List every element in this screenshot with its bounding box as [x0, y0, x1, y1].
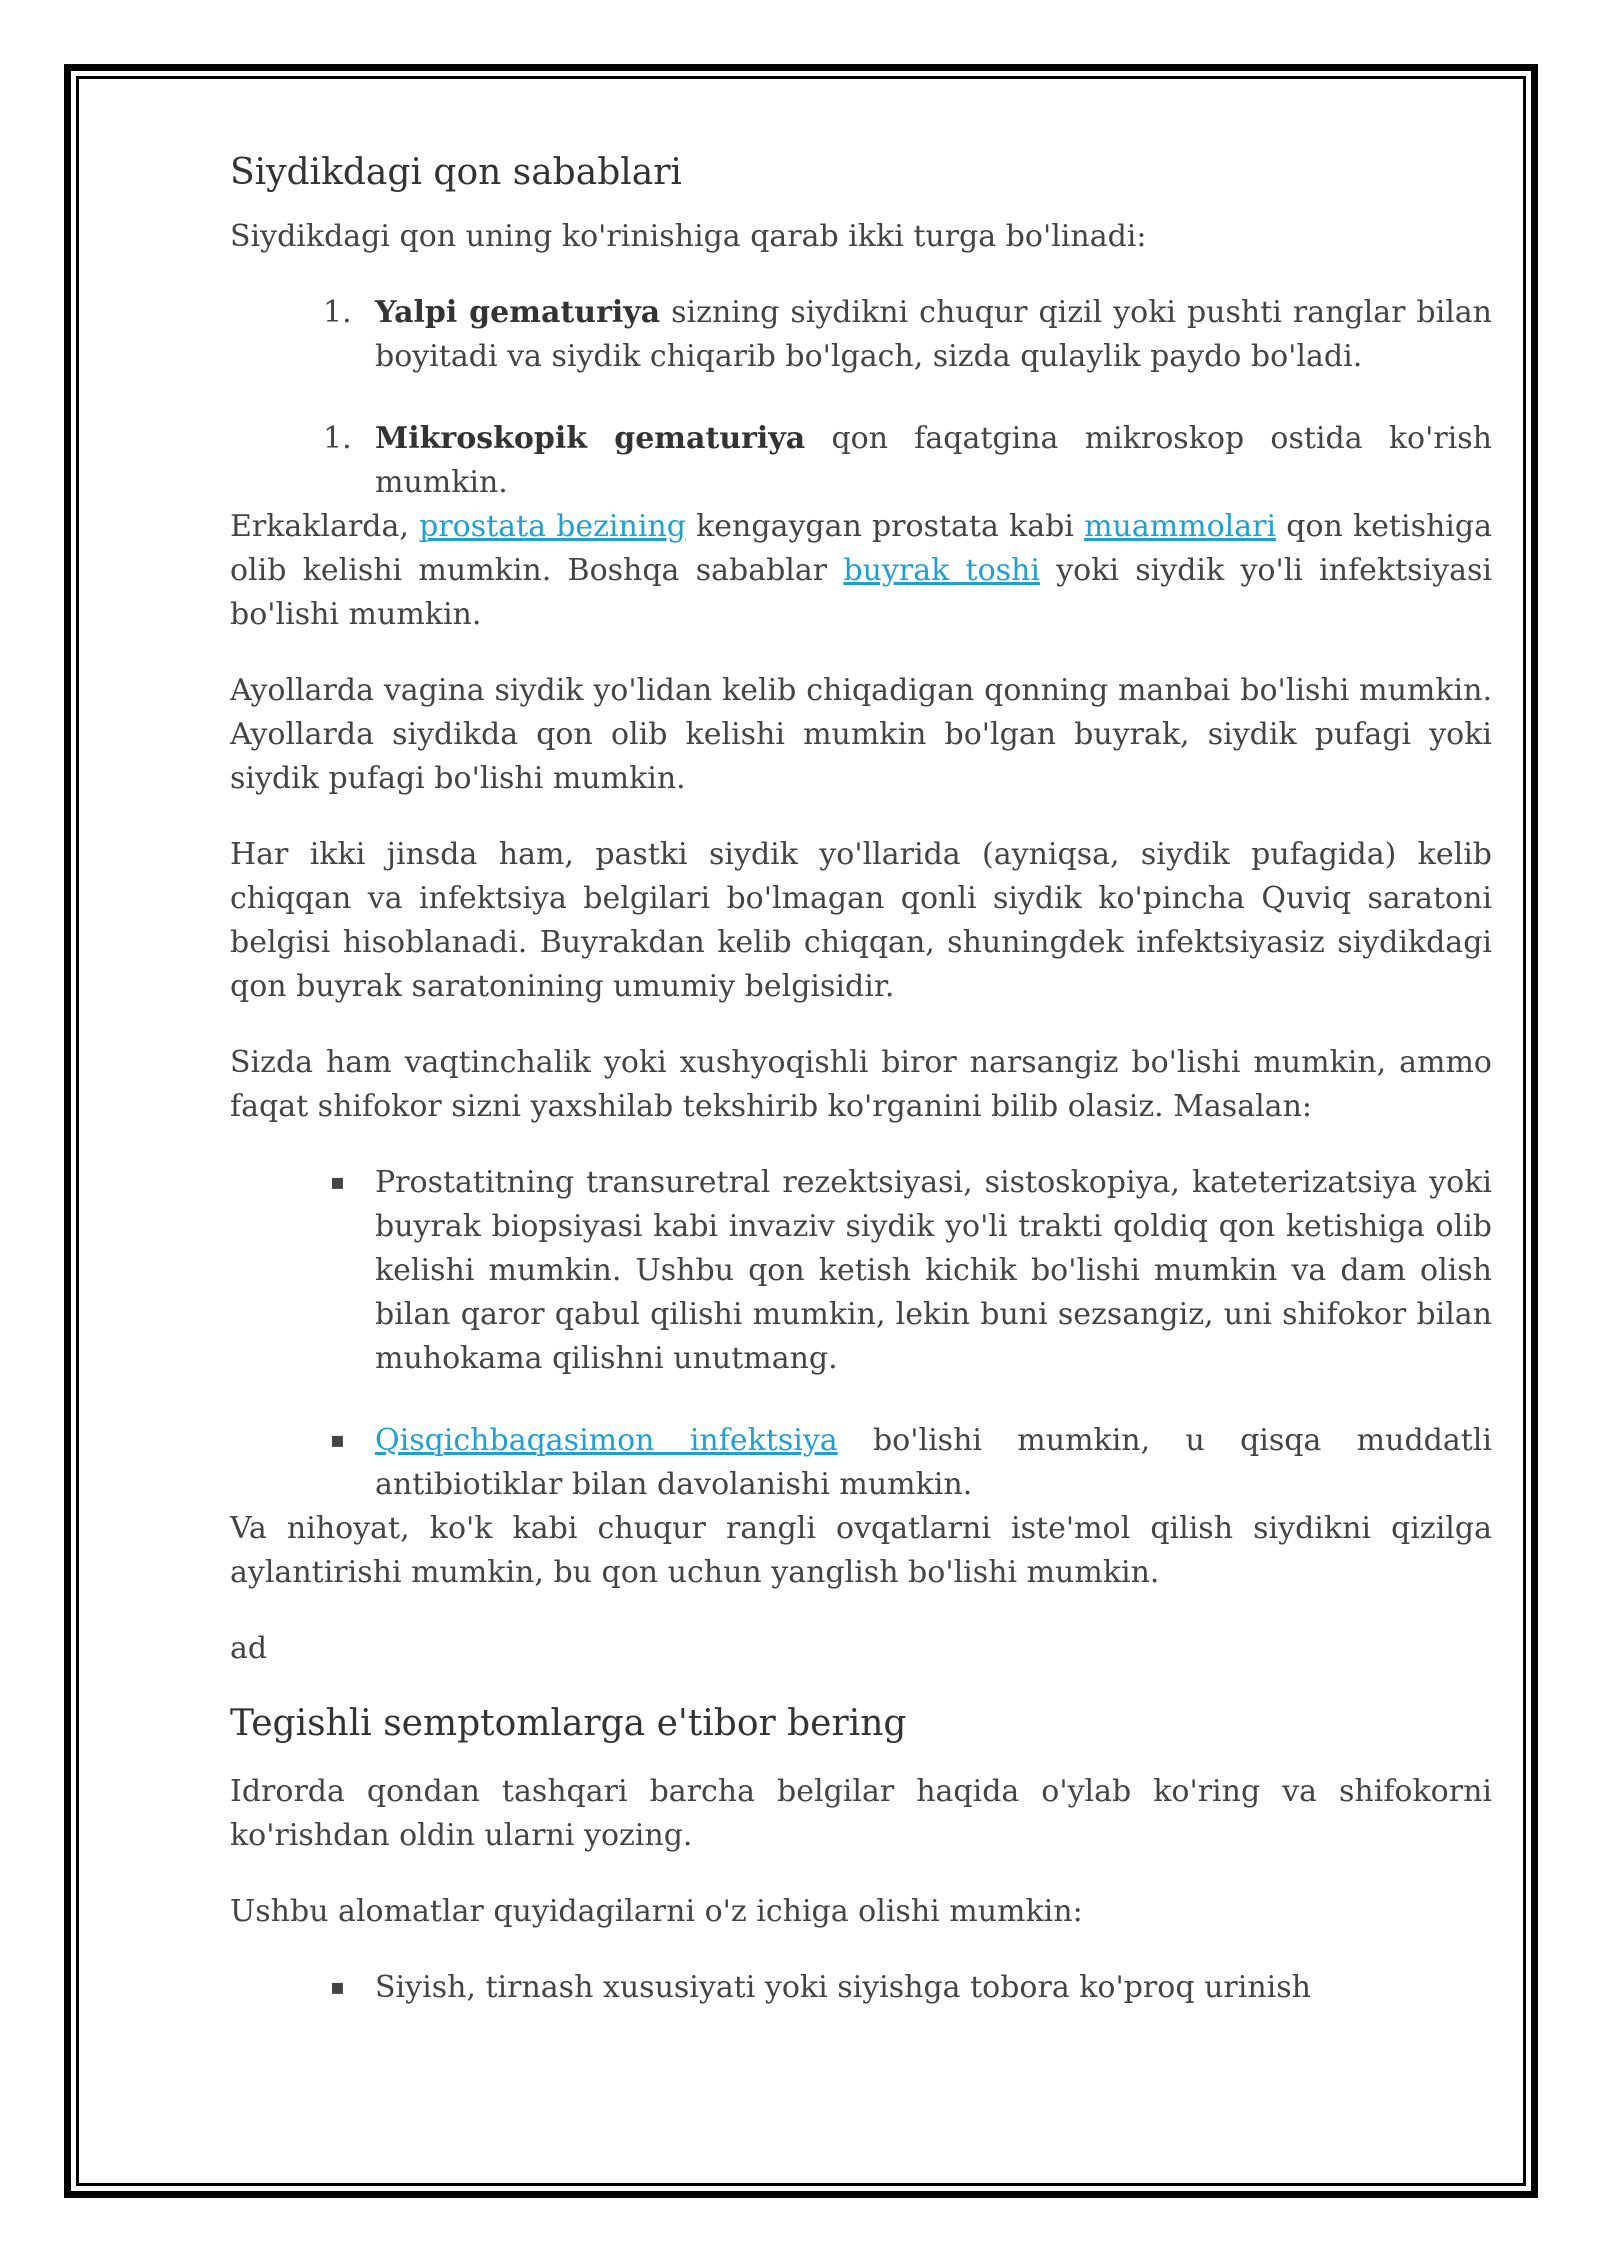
women-causes-paragraph: Ayollarda vagina siydik yo'lidan kelib chiqadigan qonning manbai bo'lishi mumkin. Ayollarda siydikda qon olib kelishi mumkin bo'lgan buyrak, siydik pufagi yoki siydik pufagi bo'lishi mumkin.	[230, 672, 1492, 796]
list-item-text: bo'lishi mumkin, u qisqa muddatli antibiotiklar bilan davolanishi mumkin.	[375, 1422, 1492, 1502]
list-item-invasive-procedures	[330, 1161, 1492, 1381]
section-heading-symptoms: Tegishli semptomlarga e'tibor bering	[230, 1702, 907, 1744]
text-span: yoki siydik yo'li infektsiyasi bo'lishi mumkin.	[230, 552, 1492, 632]
food-color-paragraph: Va nihoyat, ko'k kabi chuqur rangli ovqatlarni iste'mol qilish siydikni qizilga aylantirishi mumkin, bu qon uchun yanglish bo'lishi mumkin.	[230, 1510, 1492, 1590]
temporary-causes-paragraph: Sizda ham vaqtinchalik yoki xushyoqishli biror narsangiz bo'lishi mumkin, ammo faqat shifokor sizni yaxshilab tekshirib ko'rganini bilib olasiz. Masalan:	[230, 1044, 1492, 1124]
list-item-text: qon faqatgina mikroskop ostida ko'rish mumkin.	[375, 420, 1492, 500]
text-span: Erkaklarda,	[230, 508, 420, 544]
list-item-text: Prostatitning transuretral rezektsiyasi, sistoskopiya, kateterizatsiya yoki buyrak biopsiyasi kabi invaziv siydik yo'li trakti qoldiq qon ketishiga olib kelishi mumkin. Ushbu qon ketish kichik bo'lishi mumkin va dam olish bilan qaror qabul qilishi mumkin, lekin buni sezsangiz, uni shifokor bilan muhokama qilishni unutmang.	[375, 1164, 1492, 1376]
list-item-gross-hematuria	[323, 291, 1492, 379]
symptoms-intro-paragraph: Ushbu alomatlar quyidagilarni o'z ichiga olishi mumkin:	[230, 1893, 1083, 1929]
link-infection[interactable]: Qisqichbaqasimon infektsiya	[375, 1422, 838, 1458]
link-prostate-gland[interactable]: prostata bezining	[419, 508, 686, 544]
list-item-symptom	[330, 1966, 1492, 2010]
text-span: qon ketishiga olib kelishi mumkin. Boshqa sabablar	[230, 508, 1492, 588]
both-sexes-paragraph: Har ikki jinsda ham, pastki siydik yo'llarida (ayniqsa, siydik pufagida) kelib chiqqan va infektsiya belgilari bo'lmagan qonli siydik ko'pincha Quviq saratoni belgisi hisoblanadi. Buyrakdan kelib chiqqan, shuningdek infektsiyasiz siydikdagi qon buyrak saratonining umumiy belgisidir.	[230, 836, 1492, 1004]
bullet-icon: ▪	[330, 1169, 345, 1195]
hematuria-types-list	[230, 291, 1492, 505]
list-item-infection	[330, 1419, 1492, 1507]
list-item-microscopic-hematuria	[323, 417, 1492, 505]
text-span: kengaygan prostata kabi	[685, 508, 1085, 544]
list-item-text: Siyish, tirnash xususiyati yoki siyishga tobora ko'proq urinish	[375, 1969, 1311, 2005]
examples-list	[230, 1161, 1492, 1507]
list-number: 1.	[323, 294, 352, 330]
bullet-icon: ▪	[330, 1974, 345, 2000]
men-causes-paragraph	[230, 505, 1492, 637]
symptoms-note-paragraph: Idrorda qondan tashqari barcha belgilar haqida o'ylab ko'ring va shifokorni ko'rishdan oldin ularni yozing.	[230, 1773, 1492, 1853]
document-body	[230, 150, 1492, 2010]
link-kidney-stone[interactable]: buyrak toshi	[843, 552, 1040, 588]
section-heading-causes: Siydikdagi qon sabablari	[230, 152, 682, 193]
symptoms-list	[230, 1966, 1492, 2010]
term-microscopic-hematuria: Mikroskopik gematuriya	[375, 420, 806, 456]
list-item-text: sizning siydikni chuqur qizil yoki pushti ranglar bilan boyitadi va siydik chiqarib bo'lgach, sizda qulaylik paydo bo'ladi.	[375, 294, 1492, 374]
intro-paragraph: Siydikdagi qon uning ko'rinishiga qarab ikki turga bo'linadi:	[230, 218, 1147, 254]
list-number: 1.	[323, 420, 352, 456]
bullet-icon: ▪	[330, 1427, 345, 1453]
term-gross-hematuria: Yalpi gematuriya	[375, 294, 661, 330]
ad-placeholder: ad	[230, 1630, 268, 1666]
link-problems[interactable]: muammolari	[1084, 508, 1277, 544]
